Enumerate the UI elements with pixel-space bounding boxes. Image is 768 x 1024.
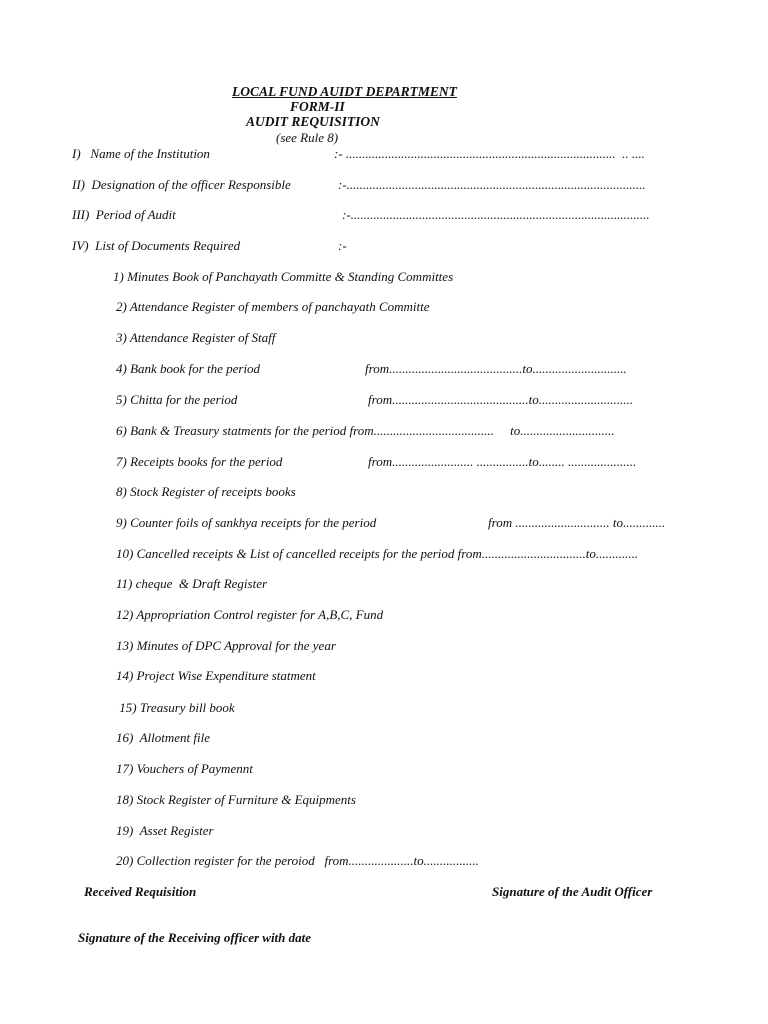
list-item: 5) Chitta for the period [116,392,238,407]
list-item: 7) Receipts books for the period [116,454,283,469]
department-title: LOCAL FUND AUIDT DEPARTMENT [232,84,457,99]
list-item: 1) Minutes Book of Panchayath Committe & Standing Committes [113,269,454,284]
form-number: FORM-II [290,99,345,114]
list-item: 3) Attendance Register of Staff [116,330,276,345]
rule-reference: (see Rule 8) [276,130,339,145]
field-institution-value: :- ................................................................................... .. .... [334,146,645,161]
audit-officer-signature-label: Signature of the Audit Officer [492,884,653,899]
form-title: AUDIT REQUISITION [246,114,380,129]
field-documents-value: :- [338,238,347,253]
list-item: 14) Project Wise Expenditure statment [116,668,316,683]
list-item: 16) Allotment file [116,730,210,745]
list-item: 11) cheque & Draft Register [116,576,268,591]
list-item-period: from ............................. to............. [488,515,666,530]
list-item: 19) Asset Register [116,823,214,838]
list-item: 12) Appropriation Control register for A,B,C, Fund [116,607,384,622]
list-item: 8) Stock Register of receipts books [116,484,296,499]
receiving-officer-signature-label: Signature of the Receiving officer with date [78,930,312,945]
list-item-period: from......................... ................to........ ..................... [368,454,637,469]
list-item-period: from..........................................to............................. [368,392,633,407]
list-item: 15) Treasury bill book [116,700,235,715]
received-requisition-label: Received Requisition [84,884,197,899]
field-period-label: III) Period of Audit [72,207,176,222]
list-item: 2) Attendance Register of members of panchayath Committe [116,299,430,314]
field-designation-value: :-............................................................................................ [338,177,646,192]
list-item: 13) Minutes of DPC Approval for the year [116,638,336,653]
field-designation-label: II) Designation of the officer Responsible [72,177,291,192]
list-item: 10) Cancelled receipts & List of cancelled receipts for the period from................................to............. [116,546,639,561]
list-item: 17) Vouchers of Paymennt [116,761,253,776]
field-documents-label: IV) List of Documents Required [72,238,241,253]
field-institution-label: I) Name of the Institution [72,146,210,161]
list-item: 9) Counter foils of sankhya receipts for the period [116,515,377,530]
list-item: 6) Bank & Treasury statments for the period from..................................... to............................. [116,423,615,438]
field-period-value: :-............................................................................................ [342,207,650,222]
list-item-period: from.........................................to............................. [365,361,627,376]
list-item: 4) Bank book for the period [116,361,261,376]
list-item: 18) Stock Register of Furniture & Equipments [116,792,356,807]
list-item: 20) Collection register for the peroiod from....................to................. [116,853,479,868]
